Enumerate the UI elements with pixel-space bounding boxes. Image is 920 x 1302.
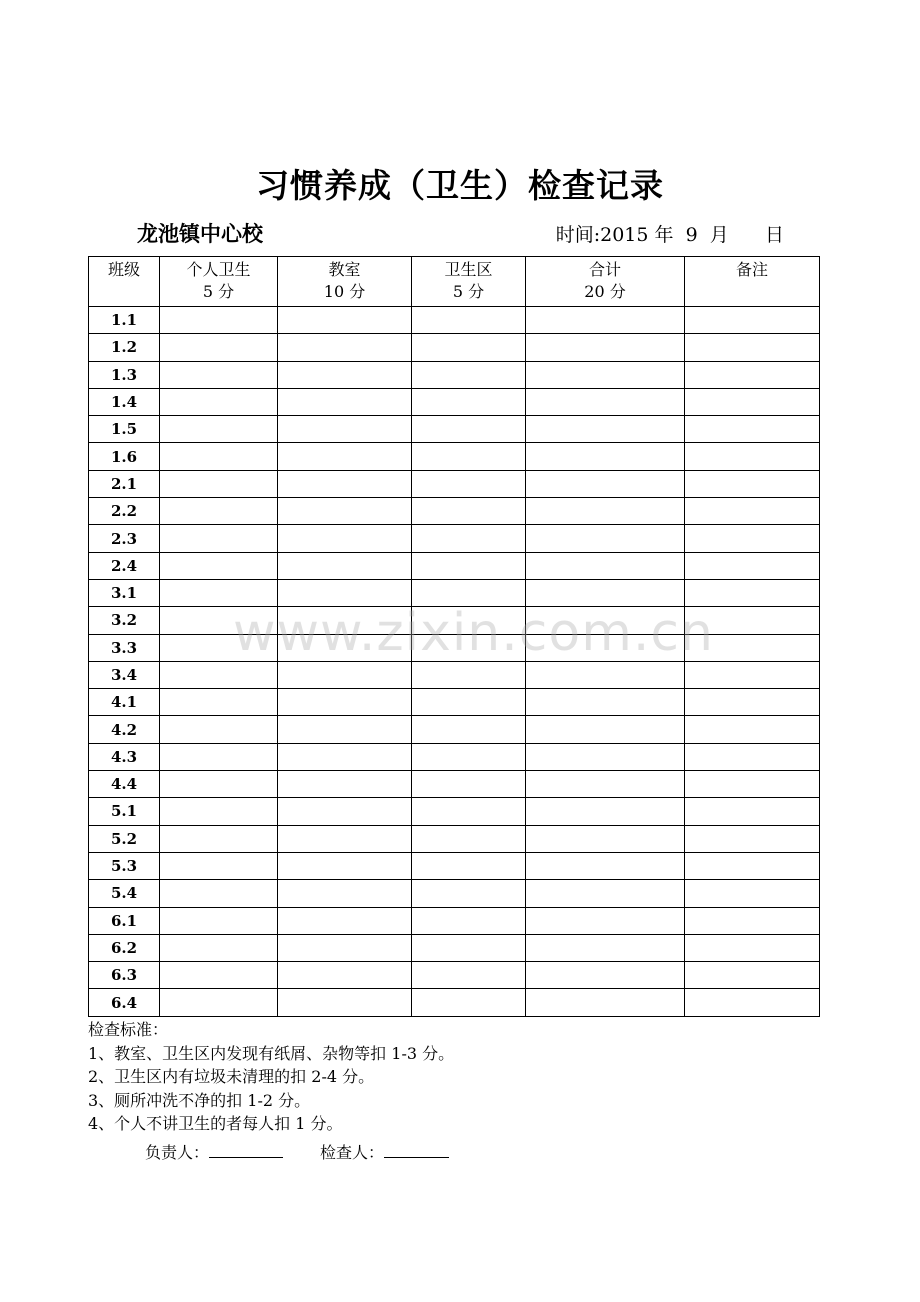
personal-hygiene-cell[interactable] (160, 525, 278, 552)
total-cell[interactable] (526, 716, 685, 743)
responsible-label: 负责人： (145, 1143, 210, 1162)
class-id-cell: 6.1 (89, 907, 160, 934)
total-cell[interactable] (526, 907, 685, 934)
classroom-cell[interactable] (278, 880, 412, 907)
header-label: 教室 (328, 260, 361, 279)
inspector-blank[interactable] (384, 1141, 449, 1158)
personal-hygiene-cell[interactable] (160, 880, 278, 907)
classroom-cell[interactable] (278, 334, 412, 361)
total-cell[interactable] (526, 771, 685, 798)
class-id-cell: 2.2 (89, 498, 160, 525)
remarks-cell[interactable] (685, 771, 820, 798)
table-row (89, 334, 820, 361)
hygiene-area-cell[interactable] (412, 334, 526, 361)
header-remarks (685, 257, 820, 307)
inspector-label: 检查人： (320, 1143, 385, 1162)
hygiene-area-cell[interactable] (412, 934, 526, 961)
personal-hygiene-cell[interactable] (160, 689, 278, 716)
hygiene-area-cell[interactable] (412, 771, 526, 798)
total-cell[interactable] (526, 525, 685, 552)
hygiene-area-cell[interactable] (412, 798, 526, 825)
hygiene-area-cell[interactable] (412, 525, 526, 552)
remarks-cell[interactable] (685, 825, 820, 852)
class-id-cell: 3.3 (89, 634, 160, 661)
remarks-cell[interactable] (685, 470, 820, 497)
personal-hygiene-cell[interactable] (160, 798, 278, 825)
remarks-cell[interactable] (685, 716, 820, 743)
hygiene-area-cell[interactable] (412, 416, 526, 443)
classroom-cell[interactable] (278, 689, 412, 716)
classroom-cell[interactable] (278, 498, 412, 525)
personal-hygiene-cell[interactable] (160, 852, 278, 879)
school-name: 龙池镇中心校 (137, 222, 263, 246)
table-row (89, 962, 820, 989)
class-id-cell: 1.4 (89, 388, 160, 415)
hygiene-area-cell[interactable] (412, 962, 526, 989)
class-id-cell: 5.1 (89, 798, 160, 825)
remarks-cell[interactable] (685, 388, 820, 415)
remarks-cell[interactable] (685, 852, 820, 879)
classroom-cell[interactable] (278, 852, 412, 879)
remarks-cell[interactable] (685, 661, 820, 688)
classroom-cell[interactable] (278, 771, 412, 798)
hygiene-area-cell[interactable] (412, 907, 526, 934)
total-cell[interactable] (526, 361, 685, 388)
class-id-cell: 1.5 (89, 416, 160, 443)
personal-hygiene-cell[interactable] (160, 934, 278, 961)
remarks-cell[interactable] (685, 689, 820, 716)
personal-hygiene-cell[interactable] (160, 989, 278, 1016)
class-id-cell: 4.4 (89, 771, 160, 798)
signoff-line (145, 1140, 449, 1163)
table-header-row (89, 257, 820, 307)
table-row (89, 361, 820, 388)
class-id-cell: 6.4 (89, 989, 160, 1016)
table-row (89, 689, 820, 716)
table-row (89, 552, 820, 579)
header-personal-hygiene (160, 257, 278, 307)
header-score: 5 分 (452, 282, 485, 301)
total-cell[interactable] (526, 552, 685, 579)
header-score: 20 分 (584, 282, 626, 301)
class-id-cell: 3.4 (89, 661, 160, 688)
personal-hygiene-cell[interactable] (160, 388, 278, 415)
personal-hygiene-cell[interactable] (160, 907, 278, 934)
total-cell[interactable] (526, 880, 685, 907)
class-id-cell: 2.3 (89, 525, 160, 552)
table-row (89, 934, 820, 961)
criteria-item: 4、个人不讲卫生的者每人扣 1 分。 (88, 1114, 343, 1133)
criteria-heading: 检查标准： (88, 1020, 169, 1039)
date-line: 时间:2015 年 9 月 日 (555, 224, 784, 246)
classroom-cell[interactable] (278, 388, 412, 415)
hygiene-area-cell[interactable] (412, 716, 526, 743)
classroom-cell[interactable] (278, 798, 412, 825)
class-id-cell: 1.2 (89, 334, 160, 361)
total-cell[interactable] (526, 388, 685, 415)
header-score: 5 分 (202, 282, 235, 301)
hygiene-area-cell[interactable] (412, 880, 526, 907)
table-row (89, 771, 820, 798)
personal-hygiene-cell[interactable] (160, 334, 278, 361)
personal-hygiene-cell[interactable] (160, 307, 278, 334)
class-id-cell: 4.2 (89, 716, 160, 743)
total-cell[interactable] (526, 498, 685, 525)
remarks-cell[interactable] (685, 907, 820, 934)
personal-hygiene-cell[interactable] (160, 552, 278, 579)
class-id-cell: 5.2 (89, 825, 160, 852)
hygiene-area-cell[interactable] (412, 743, 526, 770)
total-cell[interactable] (526, 989, 685, 1016)
classroom-cell[interactable] (278, 416, 412, 443)
header-hygiene-area (412, 257, 526, 307)
hygiene-area-cell[interactable] (412, 552, 526, 579)
table-row (89, 716, 820, 743)
remarks-cell[interactable] (685, 334, 820, 361)
classroom-cell[interactable] (278, 661, 412, 688)
hygiene-area-cell[interactable] (412, 498, 526, 525)
table-row (89, 743, 820, 770)
table-row (89, 498, 820, 525)
class-id-cell: 3.2 (89, 607, 160, 634)
total-cell[interactable] (526, 334, 685, 361)
inspection-criteria (88, 1018, 454, 1136)
criteria-item: 2、卫生区内有垃圾未清理的扣 2-4 分。 (88, 1067, 375, 1086)
class-id-cell: 2.1 (89, 470, 160, 497)
classroom-cell[interactable] (278, 470, 412, 497)
watermark: www.zixin.com.cn (233, 603, 714, 663)
classroom-cell[interactable] (278, 907, 412, 934)
hygiene-area-cell[interactable] (412, 361, 526, 388)
total-cell[interactable] (526, 470, 685, 497)
hygiene-area-cell[interactable] (412, 470, 526, 497)
personal-hygiene-cell[interactable] (160, 962, 278, 989)
header-class (89, 257, 160, 307)
hygiene-area-cell[interactable] (412, 825, 526, 852)
remarks-cell[interactable] (685, 743, 820, 770)
table-row (89, 525, 820, 552)
header-label: 卫生区 (444, 260, 493, 279)
class-id-cell: 5.3 (89, 852, 160, 879)
classroom-cell[interactable] (278, 525, 412, 552)
hygiene-area-cell[interactable] (412, 989, 526, 1016)
personal-hygiene-cell[interactable] (160, 716, 278, 743)
class-id-cell: 3.1 (89, 579, 160, 606)
remarks-cell[interactable] (685, 525, 820, 552)
remarks-cell[interactable] (685, 962, 820, 989)
classroom-cell[interactable] (278, 934, 412, 961)
total-cell[interactable] (526, 307, 685, 334)
remarks-cell[interactable] (685, 416, 820, 443)
remarks-cell[interactable] (685, 934, 820, 961)
responsible-blank[interactable] (209, 1141, 283, 1158)
hygiene-area-cell[interactable] (412, 661, 526, 688)
total-cell[interactable] (526, 934, 685, 961)
classroom-cell[interactable] (278, 716, 412, 743)
total-cell[interactable] (526, 798, 685, 825)
total-cell[interactable] (526, 443, 685, 470)
hygiene-area-cell[interactable] (412, 852, 526, 879)
header-label: 个人卫生 (186, 260, 251, 279)
total-cell[interactable] (526, 852, 685, 879)
table-row (89, 798, 820, 825)
total-cell[interactable] (526, 661, 685, 688)
personal-hygiene-cell[interactable] (160, 498, 278, 525)
table-row (89, 880, 820, 907)
classroom-cell[interactable] (278, 443, 412, 470)
header-score: 10 分 (323, 282, 366, 301)
table-row (89, 825, 820, 852)
hygiene-area-cell[interactable] (412, 689, 526, 716)
header-label: 班级 (107, 260, 140, 279)
class-id-cell: 4.1 (89, 689, 160, 716)
remarks-cell[interactable] (685, 880, 820, 907)
criteria-item: 3、厕所冲洗不净的扣 1-2 分。 (88, 1090, 311, 1110)
table-row (89, 907, 820, 934)
hygiene-area-cell[interactable] (412, 307, 526, 334)
class-id-cell: 2.4 (89, 552, 160, 579)
classroom-cell[interactable] (278, 552, 412, 579)
personal-hygiene-cell[interactable] (160, 825, 278, 852)
personal-hygiene-cell[interactable] (160, 361, 278, 388)
personal-hygiene-cell[interactable] (160, 443, 278, 470)
table-row (89, 307, 820, 334)
remarks-cell[interactable] (685, 443, 820, 470)
total-cell[interactable] (526, 689, 685, 716)
class-id-cell: 6.2 (89, 934, 160, 961)
document-title: 习惯养成（卫生）检查记录 (256, 166, 664, 205)
class-id-cell: 6.3 (89, 962, 160, 989)
header-total (526, 257, 685, 307)
classroom-cell[interactable] (278, 989, 412, 1016)
total-cell[interactable] (526, 825, 685, 852)
classroom-cell[interactable] (278, 307, 412, 334)
table-row (89, 852, 820, 879)
personal-hygiene-cell[interactable] (160, 416, 278, 443)
personal-hygiene-cell[interactable] (160, 661, 278, 688)
remarks-cell[interactable] (685, 307, 820, 334)
hygiene-area-cell[interactable] (412, 388, 526, 415)
classroom-cell[interactable] (278, 361, 412, 388)
class-id-cell: 1.6 (89, 443, 160, 470)
personal-hygiene-cell[interactable] (160, 743, 278, 770)
classroom-cell[interactable] (278, 743, 412, 770)
personal-hygiene-cell[interactable] (160, 470, 278, 497)
table-row (89, 989, 820, 1016)
classroom-cell[interactable] (278, 962, 412, 989)
remarks-cell[interactable] (685, 552, 820, 579)
remarks-cell[interactable] (685, 989, 820, 1016)
criteria-item: 1、教室、卫生区内发现有纸屑、杂物等扣 1-3 分。 (88, 1043, 455, 1063)
remarks-cell[interactable] (685, 361, 820, 388)
header-label: 合计 (588, 260, 621, 279)
table-row (89, 416, 820, 443)
class-id-cell: 1.3 (89, 361, 160, 388)
table-row (89, 388, 820, 415)
classroom-cell[interactable] (278, 825, 412, 852)
table-row (89, 443, 820, 470)
class-id-cell: 5.4 (89, 880, 160, 907)
remarks-cell[interactable] (685, 798, 820, 825)
header-label: 备注 (735, 260, 768, 279)
class-id-cell: 1.1 (89, 307, 160, 334)
class-id-cell: 4.3 (89, 743, 160, 770)
personal-hygiene-cell[interactable] (160, 771, 278, 798)
table-row (89, 470, 820, 497)
hygiene-area-cell[interactable] (412, 443, 526, 470)
total-cell[interactable] (526, 416, 685, 443)
header-classroom (278, 257, 412, 307)
remarks-cell[interactable] (685, 498, 820, 525)
total-cell[interactable] (526, 743, 685, 770)
table-row (89, 661, 820, 688)
total-cell[interactable] (526, 962, 685, 989)
